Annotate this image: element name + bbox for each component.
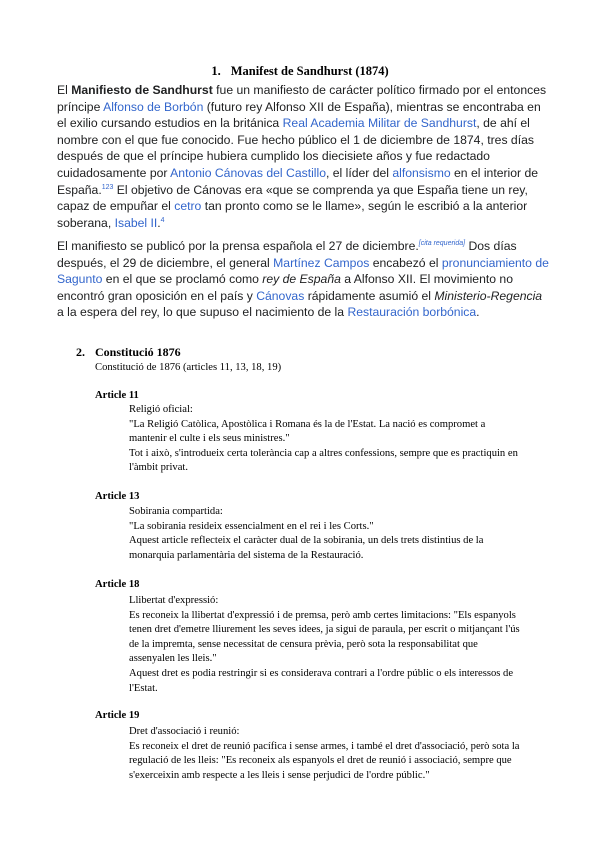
article-11-line: Tot i això, s'introdueix certa tolerància cap a altres confessions, sempre que es practiquin en (129, 447, 518, 459)
article-18-line: Es reconeix la llibertat d'expressió i de premsa, però amb certes limitacions: "Els espanyols (129, 609, 516, 621)
article-11-line: mantenir el culte i els seus ministres." (129, 433, 290, 445)
section-2-title: Constitució 1876 (95, 345, 181, 359)
article-18-heading: Article 18 (95, 579, 140, 590)
article-13-line: monarquia parlamentària del sistema de la Restauració. (129, 549, 364, 561)
link-martinez-campos[interactable]: Martínez Campos (273, 255, 370, 270)
link-cetro[interactable]: cetro (174, 199, 202, 214)
section-1-title: Manifest de Sandhurst (1874) (230, 64, 389, 78)
link-isabel-ii[interactable]: Isabel II (114, 215, 158, 230)
article-18-body (129, 594, 545, 696)
section-1-number: 1. (211, 64, 221, 78)
link-real-academia-sandhurst[interactable]: Real Academia Militar de Sandhurst (282, 116, 477, 131)
article-13-heading: Article 13 (95, 491, 140, 502)
article-11-line: l'àmbit privat. (129, 462, 188, 474)
article-19-body (129, 725, 545, 783)
article-18-line: assenyalen les lleis." (129, 653, 217, 665)
article-11-body (129, 403, 545, 476)
article-19-line: Es reconeix el dret de reunió pacífica i sense armes, i també el dret d'associació, però sota la (129, 740, 520, 752)
link-restauracion-borbonica[interactable]: Restauración borbónica (347, 305, 477, 320)
link-canovas[interactable]: Cánovas (256, 288, 305, 303)
article-19-heading: Article 19 (95, 710, 140, 721)
section-2-heading (76, 345, 181, 360)
section-2-subtitle: Constitució de 1876 (articles 11, 13, 18, 19) (95, 362, 282, 373)
article-19-line: s'exerceixin amb respecte a les lleis i sense perjudici de l'ordre públic." (129, 769, 430, 781)
article-11-heading: Article 11 (95, 390, 139, 401)
link-pronunciamiento-sagunto[interactable]: pronunciamiento de Sagunto (57, 255, 549, 287)
citation-needed[interactable]: [cita requerida] (418, 239, 466, 247)
article-18-line: Aquest dret es podia restringir si es considerava contrari a l'ordre públic o els interessos de (129, 667, 514, 679)
article-18-line: de la impremta, sense necessitat de censura prèvia, però sota la responsabilitat que (129, 638, 478, 650)
article-13-line: "La sobirania resideix essencialment en el rei i les Corts." (129, 520, 374, 532)
reference-123[interactable]: 123 (101, 183, 114, 191)
article-18-line: l'Estat. (129, 682, 158, 694)
article-11-line: Religió oficial: (129, 404, 193, 415)
section-1-heading (0, 64, 600, 79)
manifesto-paragraph-2: El manifiesto se publicó por la prensa española el 27 de diciembre.[cita requerida] Dos días después, el 29 de diciembre, el general Martínez Campos encabezó el pronunciamiento de Sagunto en el que se proclamó como rey de España a Alfonso XII. El movimiento no encontró gran oposición en el país y Cánovas rápidamente asumió el Ministerio-Regencia a la espera del rey, lo que supuso el nacimiento de la Restauración borbónica. (57, 239, 549, 320)
manifesto-paragraph-1: El Manifiesto de Sandhurst fue un manifiesto de carácter político firmado por el entonces príncipe Alfonso de Borbón (futuro rey Alfonso XII de España), mientras se encontraba en el exilio cursando estudios en la británica Real Academia Militar de Sandhurst, de ahí el nombre con el que fue conocido. Fue hecho público el 1 de diciembre de 1874, tres días después de que el príncipe hubiera cumplido los diecisiete años y fue redactado cuidadosamente por Antonio Cánovas del Castillo, el líder del alfonsismo en el interior de España.$^{123}$ El objetivo de Cánovas era «que se comprenda ya que España tiene un rey, capaz de empuñar el cetro tan pronto como se le llame», según le escribió a la anterior soberana, Isabel II.$^4$ (57, 83, 547, 230)
article-18-line: Llibertat d'expressió: (129, 595, 219, 606)
link-alfonso-de-borbon[interactable]: Alfonso de Borbón (103, 99, 204, 114)
link-antonio-canovas[interactable]: Antonio Cánovas del Castillo (170, 165, 326, 180)
article-19-line: regulació de les lleis: "Es reconeix als espanyols el dret de reunió i associació, sempre que (129, 755, 512, 767)
article-19-line: Dret d'associació i reunió: (129, 726, 240, 737)
reference-4[interactable]: 4 (160, 216, 165, 224)
section-2-number: 2. (76, 345, 85, 359)
article-13-line: Sobirania compartida: (129, 506, 223, 517)
article-13-line: Aquest article reflecteix el caràcter dual de la sobirania, un dels trets distintius de la (129, 535, 484, 547)
article-18-line: tenen dret d'emetre lliurement les seves idees, ja sigui de paraula, per escrit o mitjançant l'ús (129, 624, 520, 636)
article-13-body (129, 505, 545, 563)
manifesto-bold-term: Manifiesto de Sandhurst (71, 83, 213, 97)
link-alfonsismo[interactable]: alfonsismo (392, 165, 451, 180)
article-11-line: "La Religió Catòlica, Apostòlica i Romana és la de l'Estat. La nació es compromet a (129, 418, 486, 430)
